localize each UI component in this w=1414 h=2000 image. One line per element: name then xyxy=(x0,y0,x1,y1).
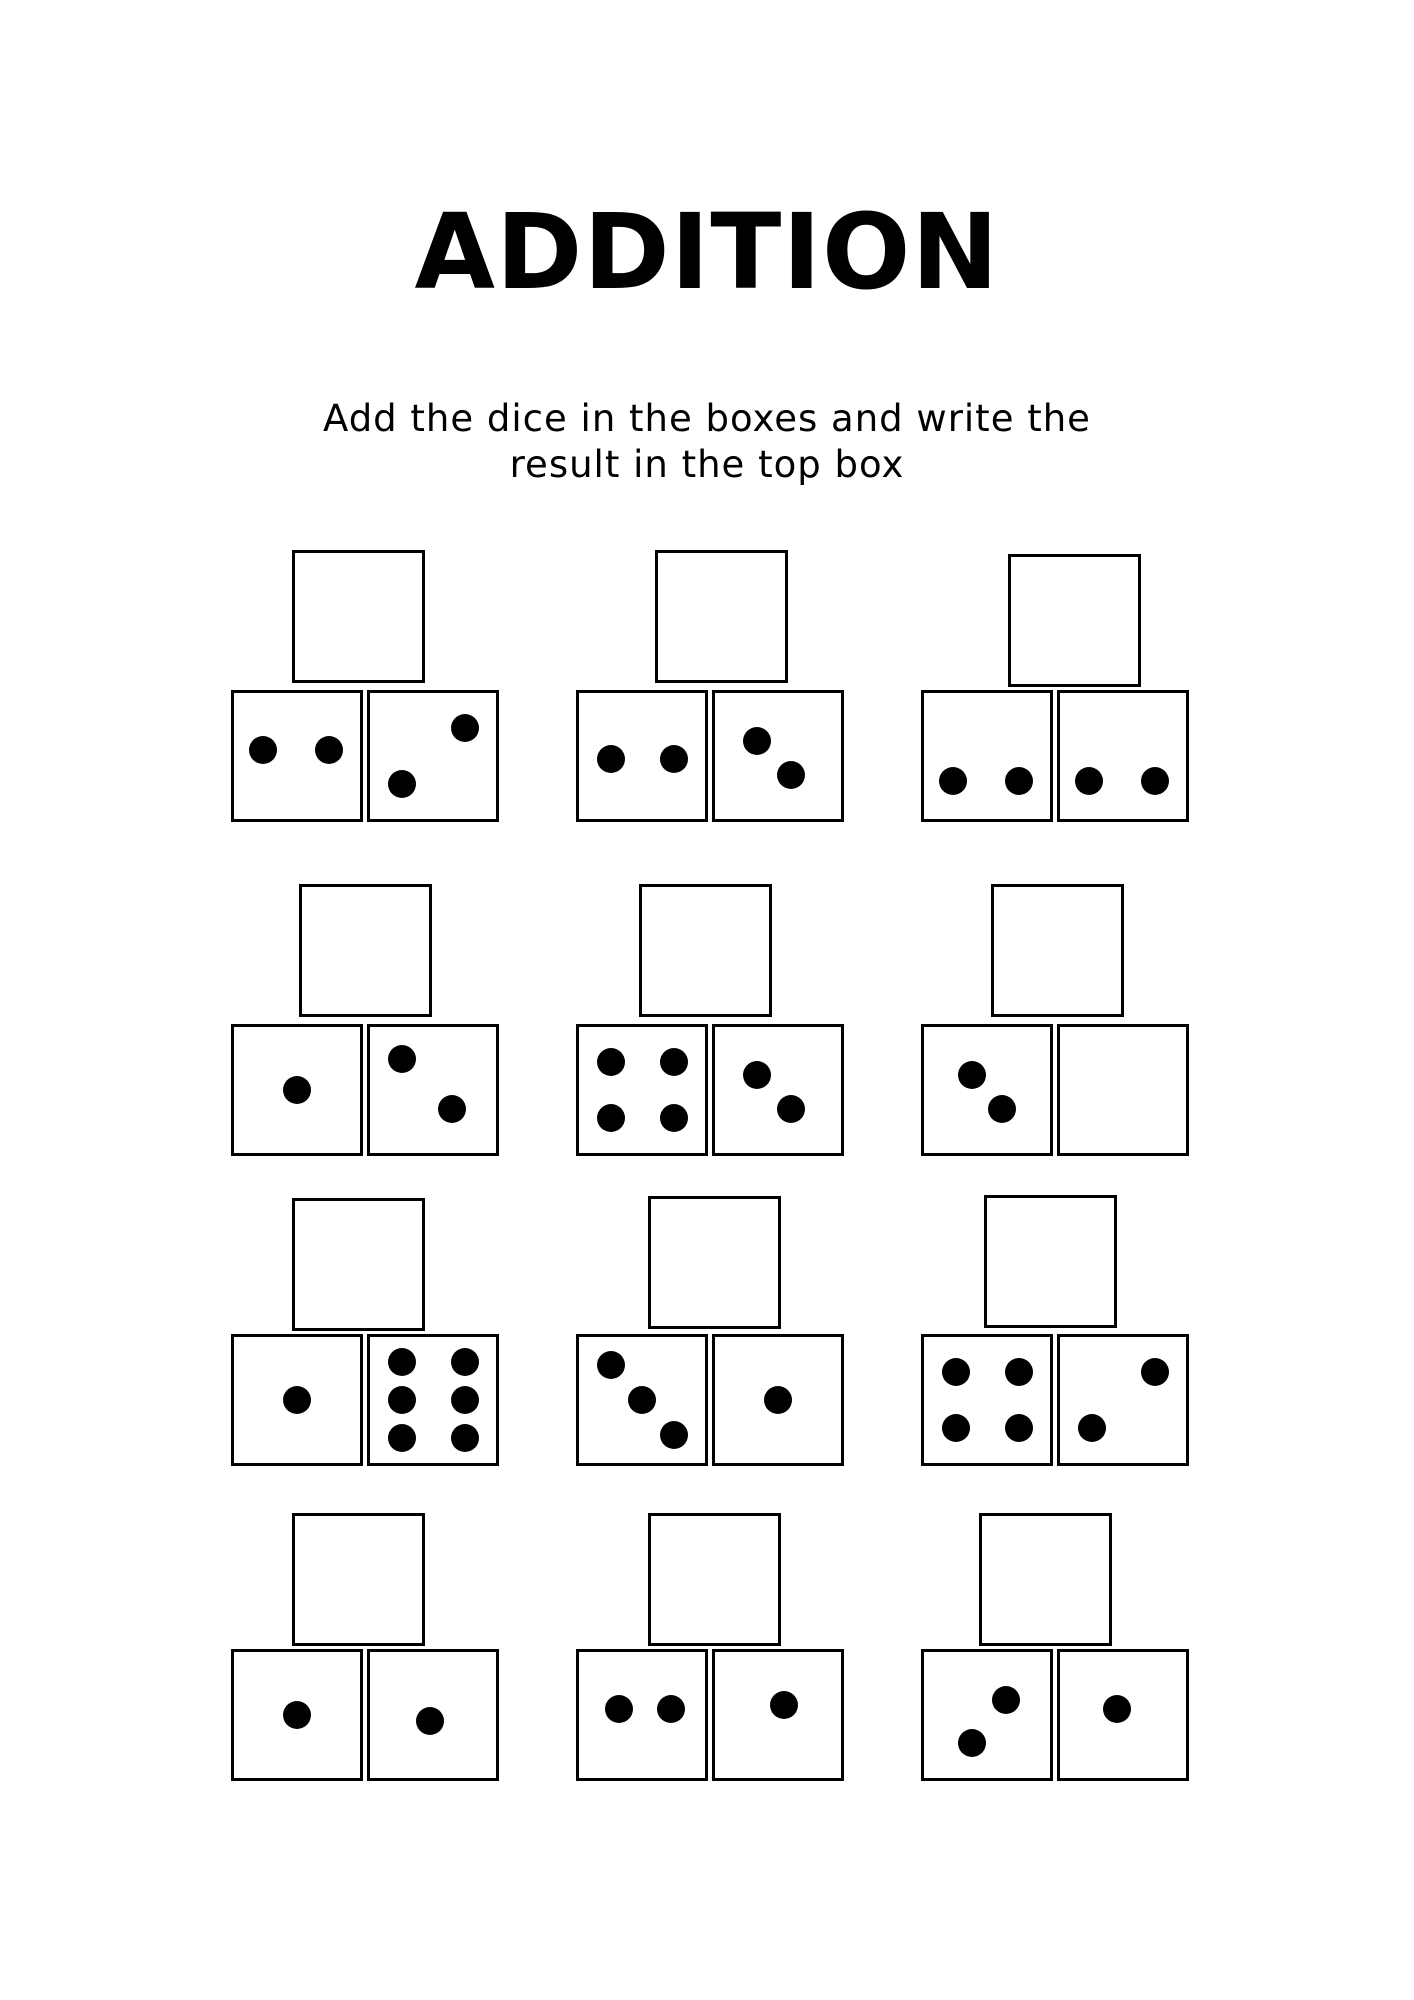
answer-box[interactable] xyxy=(639,884,772,1017)
die-pip xyxy=(597,1351,625,1379)
right-die xyxy=(1057,1024,1189,1156)
answer-box[interactable] xyxy=(979,1513,1112,1646)
die-pip xyxy=(942,1358,970,1386)
left-die xyxy=(231,1334,363,1466)
right-die xyxy=(1057,1334,1189,1466)
right-die xyxy=(367,1024,499,1156)
die-pip xyxy=(388,770,416,798)
die-pip xyxy=(1141,1358,1169,1386)
die-pip xyxy=(597,1048,625,1076)
die-pip xyxy=(597,1104,625,1132)
right-die xyxy=(712,1334,844,1466)
answer-box[interactable] xyxy=(991,884,1124,1017)
left-die xyxy=(231,1024,363,1156)
die-pip xyxy=(597,745,625,773)
die-pip xyxy=(388,1386,416,1414)
instructions-line-1: Add the dice in the boxes and write the xyxy=(323,397,1091,440)
left-die xyxy=(921,1649,1053,1781)
die-pip xyxy=(1141,767,1169,795)
die-pip xyxy=(743,727,771,755)
left-die xyxy=(576,1024,708,1156)
die-pip xyxy=(283,1076,311,1104)
left-die xyxy=(921,1334,1053,1466)
right-die xyxy=(1057,690,1189,822)
die-pip xyxy=(743,1061,771,1089)
left-die xyxy=(921,1024,1053,1156)
die-pip xyxy=(1103,1695,1131,1723)
instructions xyxy=(300,396,1114,488)
die-pip xyxy=(942,1414,970,1442)
left-die xyxy=(231,1649,363,1781)
die-pip xyxy=(451,1386,479,1414)
instructions-line-2: result in the top box xyxy=(509,443,905,486)
answer-box[interactable] xyxy=(648,1513,781,1646)
die-pip xyxy=(451,714,479,742)
answer-box[interactable] xyxy=(984,1195,1117,1328)
die-pip xyxy=(416,1707,444,1735)
die-pip xyxy=(1005,1358,1033,1386)
die-pip xyxy=(283,1701,311,1729)
right-die xyxy=(367,690,499,822)
die-pip xyxy=(992,1686,1020,1714)
left-die xyxy=(231,690,363,822)
right-die xyxy=(712,1024,844,1156)
die-pip xyxy=(438,1095,466,1123)
die-pip xyxy=(1078,1414,1106,1442)
right-die xyxy=(712,1649,844,1781)
die-pip xyxy=(777,761,805,789)
answer-box[interactable] xyxy=(299,884,432,1017)
right-die xyxy=(367,1334,499,1466)
die-pip xyxy=(451,1424,479,1452)
die-pip xyxy=(388,1348,416,1376)
right-die xyxy=(712,690,844,822)
right-die xyxy=(367,1649,499,1781)
die-pip xyxy=(958,1729,986,1757)
die-pip xyxy=(1075,767,1103,795)
die-pip xyxy=(1005,1414,1033,1442)
die-pip xyxy=(315,736,343,764)
die-pip xyxy=(388,1424,416,1452)
die-pip xyxy=(764,1386,792,1414)
die-pip xyxy=(605,1695,633,1723)
left-die xyxy=(576,1649,708,1781)
worksheet-title: ADDITION xyxy=(414,191,1000,313)
answer-box[interactable] xyxy=(648,1196,781,1329)
die-pip xyxy=(1005,767,1033,795)
left-die xyxy=(576,1334,708,1466)
die-pip xyxy=(770,1691,798,1719)
die-pip xyxy=(660,1421,688,1449)
answer-box[interactable] xyxy=(292,1198,425,1331)
die-pip xyxy=(777,1095,805,1123)
die-pip xyxy=(660,1104,688,1132)
answer-box[interactable] xyxy=(655,550,788,683)
answer-box[interactable] xyxy=(292,1513,425,1646)
die-pip xyxy=(660,1048,688,1076)
left-die xyxy=(576,690,708,822)
die-pip xyxy=(939,767,967,795)
die-pip xyxy=(657,1695,685,1723)
die-pip xyxy=(988,1095,1016,1123)
die-pip xyxy=(249,736,277,764)
die-pip xyxy=(958,1061,986,1089)
die-pip xyxy=(628,1386,656,1414)
die-pip xyxy=(388,1045,416,1073)
die-pip xyxy=(660,745,688,773)
right-die xyxy=(1057,1649,1189,1781)
die-pip xyxy=(451,1348,479,1376)
die-pip xyxy=(283,1386,311,1414)
left-die xyxy=(921,690,1053,822)
answer-box[interactable] xyxy=(292,550,425,683)
answer-box[interactable] xyxy=(1008,554,1141,687)
